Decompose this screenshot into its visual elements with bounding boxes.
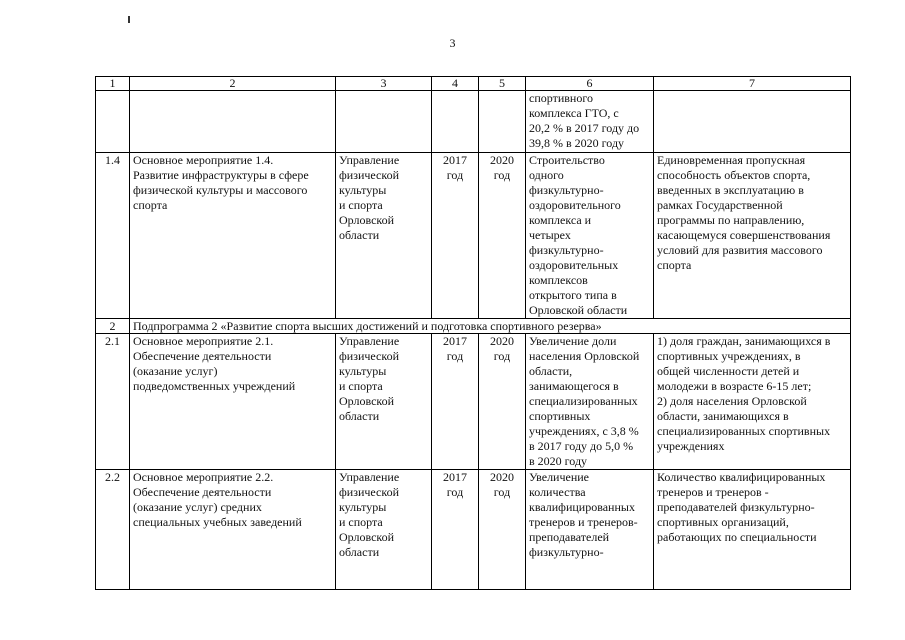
end-year: 2020 год <box>479 470 526 590</box>
header-row <box>96 77 851 91</box>
end-year: 2020 год <box>479 334 526 470</box>
activity-name: Основное мероприятие 1.4. Развитие инфраструктуры в сфере физической культуры и массового спорта <box>130 153 336 319</box>
start-year: 2017 год <box>432 470 479 590</box>
continuation-result: спортивного комплекса ГТО, с 20,2 % в 2017 году до 39,8 % в 2020 году <box>526 91 654 153</box>
table-row-2-2 <box>96 470 851 590</box>
indicator: Единовременная пропускная способность объектов спорта, введенных в эксплуатацию в рамках Государственной программы по направлению, касающемуся совершенствования условий для развития массового спорта <box>654 153 851 319</box>
header-cell-5: 5 <box>479 77 526 91</box>
executor: Управление физической культуры и спорта Орловской области <box>336 334 432 470</box>
header-cell-6: 6 <box>526 77 654 91</box>
program-table <box>95 76 851 590</box>
indicator: Количество квалифицированных тренеров и тренеров - преподавателей физкультурно- спортивных организаций, работающих по специальности <box>654 470 851 590</box>
header-cell-4: 4 <box>432 77 479 91</box>
header-cell-3: 3 <box>336 77 432 91</box>
continuation-row <box>96 91 851 153</box>
end-year: 2020 год <box>479 153 526 319</box>
row-number: 2.2 <box>96 470 130 590</box>
expected-result: Увеличение доли населения Орловской области, занимающегося в специализированных спортивных учреждениях, с 3,8 % в 2017 году до 5,0 % в 2020 году <box>526 334 654 470</box>
subprogram-number: 2 <box>96 319 130 334</box>
executor: Управление физической культуры и спорта Орловской области <box>336 470 432 590</box>
indicator: 1) доля граждан, занимающихся в спортивных учреждениях, в общей численности детей и молодежи в возрасте 6-15 лет; 2) доля населения Орловской области, занимающихся в специализированных спортивных учреждениях <box>654 334 851 470</box>
header-cell-7: 7 <box>654 77 851 91</box>
start-year: 2017 год <box>432 334 479 470</box>
table-row-1-4 <box>96 153 851 319</box>
row-number: 1.4 <box>96 153 130 319</box>
row-number: 2.1 <box>96 334 130 470</box>
expected-result: Строительство одного физкультурно- оздоровительного комплекса и четырех физкультурно- оздоровительных комплексов открытого типа в Орловской области <box>526 153 654 319</box>
page-number: 3 <box>449 36 456 50</box>
table-row-2-1 <box>96 334 851 470</box>
subprogram-row <box>96 319 851 334</box>
expected-result: Увеличение количества квалифицированных тренеров и тренеров- преподавателей физкультурно- <box>526 470 654 590</box>
activity-name: Основное мероприятие 2.1. Обеспечение деятельности (оказание услуг) подведомственных учреждений <box>130 334 336 470</box>
executor: Управление физической культуры и спорта Орловской области <box>336 153 432 319</box>
subprogram-title: Подпрограмма 2 «Развитие спорта высших достижений и подготовка спортивного резерва» <box>130 319 851 334</box>
header-cell-2: 2 <box>130 77 336 91</box>
start-year: 2017 год <box>432 153 479 319</box>
scan-mark <box>128 16 130 23</box>
header-cell-1: 1 <box>96 77 130 91</box>
activity-name: Основное мероприятие 2.2. Обеспечение деятельности (оказание услуг) средних специальных учебных заведений <box>130 470 336 590</box>
